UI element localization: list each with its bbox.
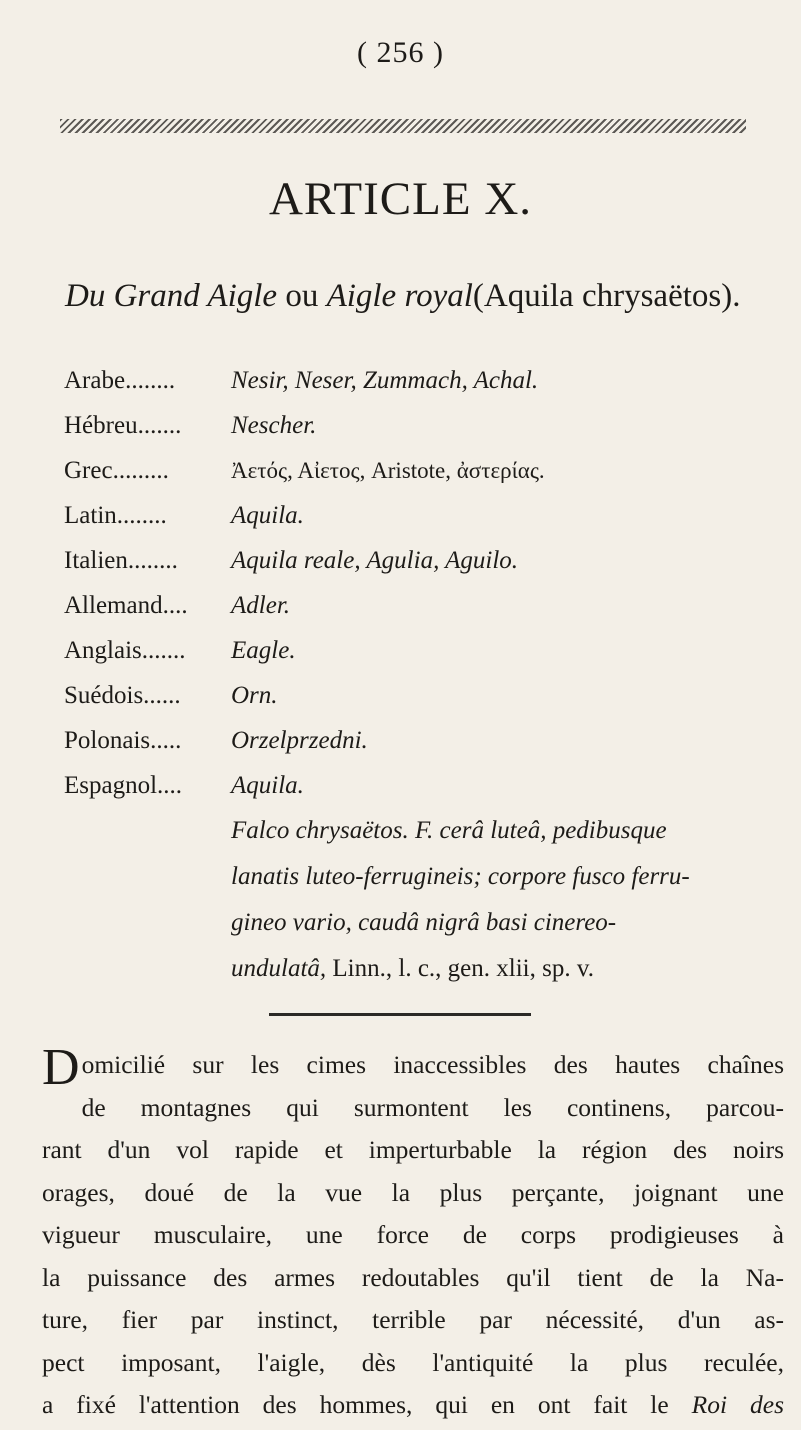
language-label: Hébreu....... — [64, 412, 182, 439]
name-value: Orn. — [231, 682, 278, 709]
language-label: Italien........ — [64, 547, 178, 574]
subtitle-aigle-royal: Aigle royal — [326, 278, 473, 314]
article-heading: ARTICLE X. — [268, 173, 533, 225]
name-value: Aquila. — [231, 772, 304, 799]
body-line: ture, fier par instinct, terrible par nécessité, d'un as- — [42, 1305, 784, 1334]
language-label: Suédois...... — [64, 682, 181, 709]
name-value: Aquila. — [231, 502, 304, 529]
name-row — [64, 358, 764, 403]
name-row — [64, 493, 764, 538]
name-value: Ἀετός, Αἰετος, Aristote, ἀστερίας. — [231, 458, 545, 483]
language-label: Latin........ — [64, 502, 167, 529]
horizontal-rule — [269, 1013, 531, 1016]
language-label: Grec......... — [64, 457, 169, 484]
name-row — [64, 403, 764, 448]
name-row — [64, 628, 764, 673]
language-label: Anglais....... — [64, 637, 186, 664]
language-label: Arabe........ — [64, 367, 176, 394]
name-value: Orzelprzedni. — [231, 727, 368, 754]
language-label: Espagnol.... — [64, 772, 183, 799]
linnaeus-italic-part: undulatâ, — [231, 955, 327, 982]
name-row — [64, 718, 764, 763]
page-number: ( 256 ) — [357, 36, 444, 69]
decorative-ornament-band — [60, 119, 746, 133]
body-line: omicilié sur les cimes inaccessibles des hautes chaînes — [81, 1050, 784, 1079]
name-row — [64, 538, 764, 583]
linnaeus-line: Falco chrysaëtos. F. cerâ luteâ, pedibusque — [231, 817, 667, 844]
name-value: Nescher. — [231, 412, 317, 439]
body-line: rant d'un vol rapide et imperturbable la région des noirs — [42, 1135, 784, 1164]
name-row — [64, 448, 764, 493]
body-line — [42, 1384, 784, 1427]
linnaeus-line: gineo vario, caudâ nigrâ basi cinereo- — [231, 909, 617, 936]
body-line: la puissance des armes redoutables qu'il tient de la Na- — [42, 1262, 784, 1292]
body-line: vigueur musculaire, une force de corps prodigieuses à — [42, 1220, 784, 1249]
name-row — [64, 583, 764, 628]
subtitle-latin-name: (Aquila chrysaëtos). — [472, 278, 741, 314]
body-paragraph — [42, 1039, 784, 1427]
subtitle-grand-aigle: Du Grand Aigle — [65, 278, 278, 314]
name-value: Adler. — [231, 592, 291, 619]
name-value: Aquila reale, Agulia, Aguilo. — [231, 547, 519, 574]
body-line: orages, doué de la vue la plus perçante, joignant une — [42, 1177, 784, 1207]
linnaeus-line — [231, 946, 776, 992]
names-list — [64, 358, 764, 808]
name-row — [64, 763, 764, 808]
linnaeus-line: lanatis luteo-ferrugineis; corpore fusco ferru- — [231, 863, 690, 890]
language-label: Allemand.... — [64, 592, 188, 619]
article-subtitle — [65, 278, 765, 315]
linnaean-description — [231, 808, 776, 992]
body-line-text: a fixé l'attention des hommes, qui en ont fait le — [42, 1390, 669, 1419]
body-line: de montagnes qui surmontent les continens, parcou- — [81, 1092, 784, 1122]
subtitle-connector: ou — [277, 278, 327, 314]
body-line: pect imposant, l'aigle, dès l'antiquité la plus reculée, — [42, 1347, 784, 1377]
name-value: Eagle. — [231, 637, 296, 664]
body-line-italic: Roi des — [668, 1390, 784, 1419]
name-row — [64, 673, 764, 718]
linnaeus-citation: Linn., l. c., gen. xlii, sp. v. — [326, 955, 594, 982]
name-value: Nesir, Neser, Zummach, Achal. — [231, 367, 539, 394]
language-label: Polonais..... — [64, 727, 182, 754]
drop-cap: D — [42, 1039, 80, 1096]
